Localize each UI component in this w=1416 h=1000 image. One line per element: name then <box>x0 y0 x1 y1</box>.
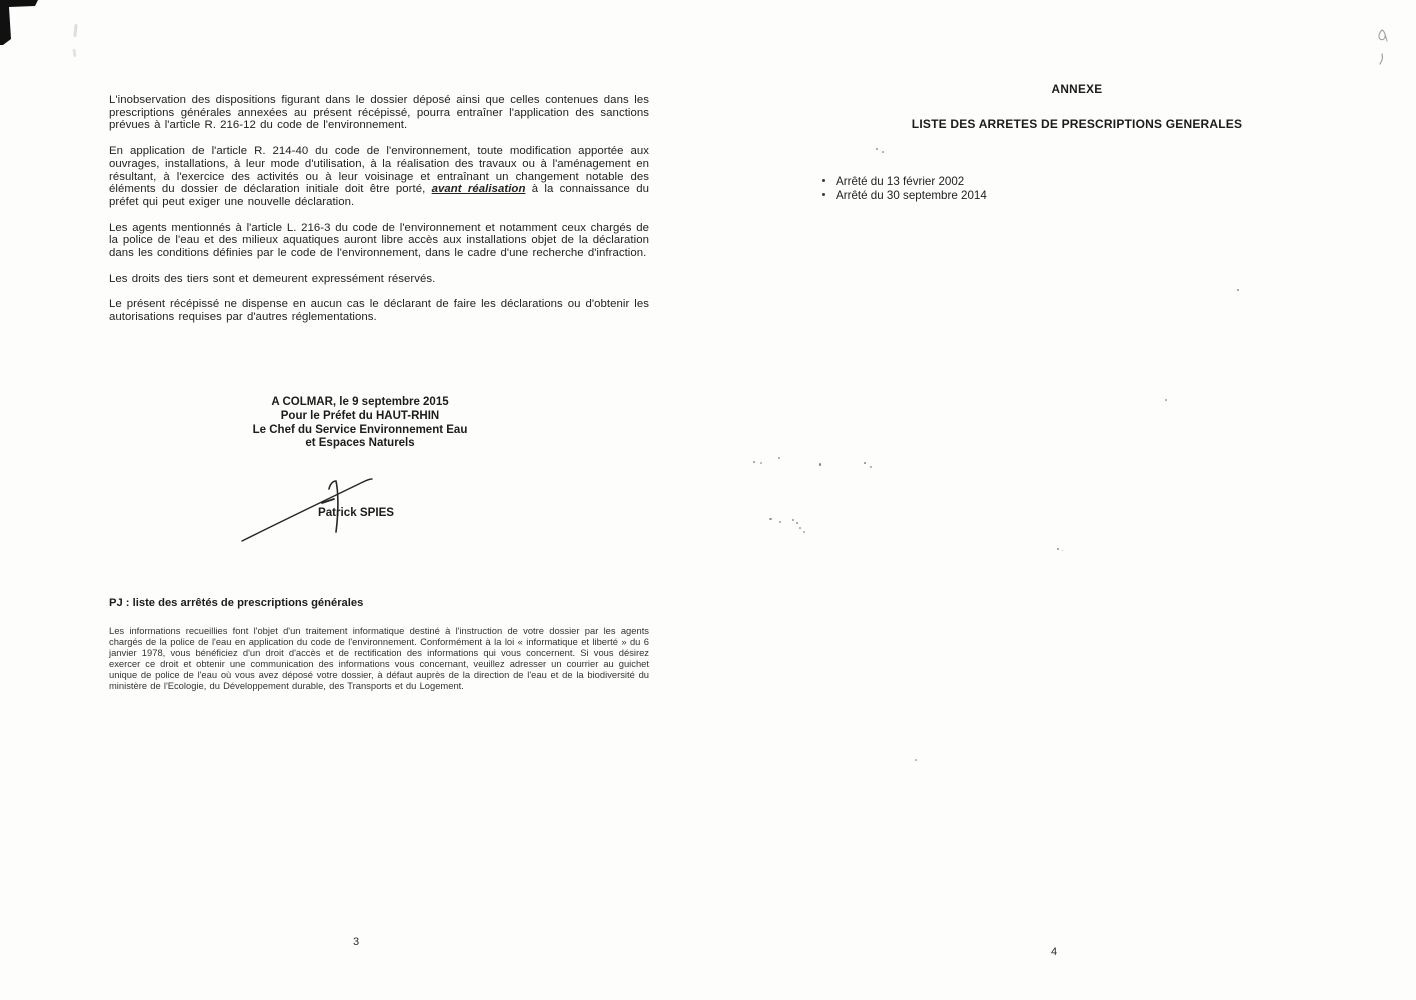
paragraph-modifications-emphasis: avant réalisation <box>431 183 526 196</box>
pencil-mark <box>1368 24 1398 72</box>
scan-speck <box>799 527 801 529</box>
signature-title-line1: Le Chef du Service Environnement Eau <box>252 423 468 436</box>
list-item <box>822 175 987 189</box>
scan-corner-artifact <box>0 0 60 60</box>
annexe-subtitle: LISTE DES ARRETES DE PRESCRIPTIONS GENERALES <box>911 117 1243 131</box>
paragraph-recepisse: Le présent récépissé ne dispense en aucun cas le déclarant de faire les déclarations ou d'obtenir les autorisations requises par d'autres réglementations. <box>109 298 649 324</box>
scan-speck <box>1062 550 1063 551</box>
paragraph-sanctions: L'inobservation des dispositions figurant dans le dossier déposé ainsi que celles contenues dans les prescriptions générales annexées au présent récépissé, pourra entraîner l'application des sanctions prévues à l'article R. 216-12 du code de l'environnement. <box>109 94 649 132</box>
page3-number: 3 <box>353 936 360 948</box>
scan-speck <box>792 519 794 521</box>
scan-speck <box>915 759 917 761</box>
scan-speck <box>876 148 878 150</box>
paragraph-droits-tiers: Les droits des tiers sont et demeurent expressément réservés. <box>109 272 436 285</box>
scan-speck <box>819 463 821 466</box>
scan-speck <box>778 457 780 459</box>
list-item <box>822 189 987 203</box>
signer-name: Patrick SPIES <box>318 506 395 519</box>
paragraph-agents: Les agents mentionnés à l'article L. 216-3 du code de l'environnement et notamment ceux chargés de la police de l'eau et des milieux aquatiques auront libre accès aux installations objet de la déclaration dans les conditions définies par le code de l'environnement, dans le cadre d'une recherche d'infraction. <box>109 221 649 260</box>
page4-number: 4 <box>1051 946 1058 958</box>
signature-block <box>180 396 540 451</box>
scan-smudge <box>72 49 76 57</box>
scan-speck <box>864 462 866 464</box>
scan-speck <box>760 462 762 464</box>
scan-speck <box>870 466 872 468</box>
arrete-item-label: Arrêté du 30 septembre 2014 <box>836 189 987 202</box>
signature-title-line2: et Espaces Naturels <box>305 437 415 450</box>
annexe-title: ANNEXE <box>1051 82 1103 96</box>
scan-speck <box>1237 289 1239 291</box>
scan-speck <box>753 461 755 463</box>
bullet-icon <box>822 193 825 196</box>
bullet-icon <box>822 179 825 182</box>
scan-speck <box>882 151 884 153</box>
arrete-item-label: Arrêté du 13 février 2002 <box>836 175 965 188</box>
page3-body-text <box>109 94 649 337</box>
paragraph-modifications-after: à la connaissance du préfet qui peut exiger une nouvelle déclaration. <box>109 183 649 208</box>
attachments-line: PJ : liste des arrêtés de prescriptions générales <box>109 597 364 609</box>
scan-speck <box>1057 548 1059 550</box>
scan-speck <box>796 522 798 524</box>
signature-authority-line: Pour le Préfet du HAUT-RHIN <box>280 409 440 422</box>
paragraph-modifications <box>109 145 649 209</box>
scan-speck <box>803 531 805 533</box>
scan-smudge <box>73 24 77 37</box>
scan-speck <box>769 518 772 520</box>
arrete-list <box>822 175 987 203</box>
signature-place-date: A COLMAR, le 9 septembre 2015 <box>271 396 449 408</box>
scan-speck <box>1165 399 1167 401</box>
paragraph-modifications-before: En application de l'article R. 214-40 du code de l'environnement, toute modification apportée aux ouvrages, installations, à leur mode d'utilisation, à la réalisation des travaux ou à l'aménagement en résultant, à l'exercice des activités ou à leur voisinage et entraînant un changement notable des éléments du dossier de déclaration initiale doit être porté, <box>109 145 649 196</box>
privacy-notice: Les informations recueillies font l'objet d'un traitement informatique destiné à l'instruction de votre dossier par les agents chargés de la police de l'eau en application du code de l'environnement. Conformément à la loi « informatique et liberté » du 6 janvier 1978, vous bénéficiez d'un droit d'accès et de rectification des informations qui vous concernent. Si vous désirez exercer ce droit et obtenir une communication des informations vous concernant, veuillez adresser un courrier au guichet unique de police de l'eau où vous avez déposé votre dossier, à défaut auprès de la direction de l'eau et de la biodiversité du ministère de l'Ecologie, du Développement durable, des Transports et du Logement. <box>109 625 649 692</box>
scan-speck <box>779 521 781 523</box>
